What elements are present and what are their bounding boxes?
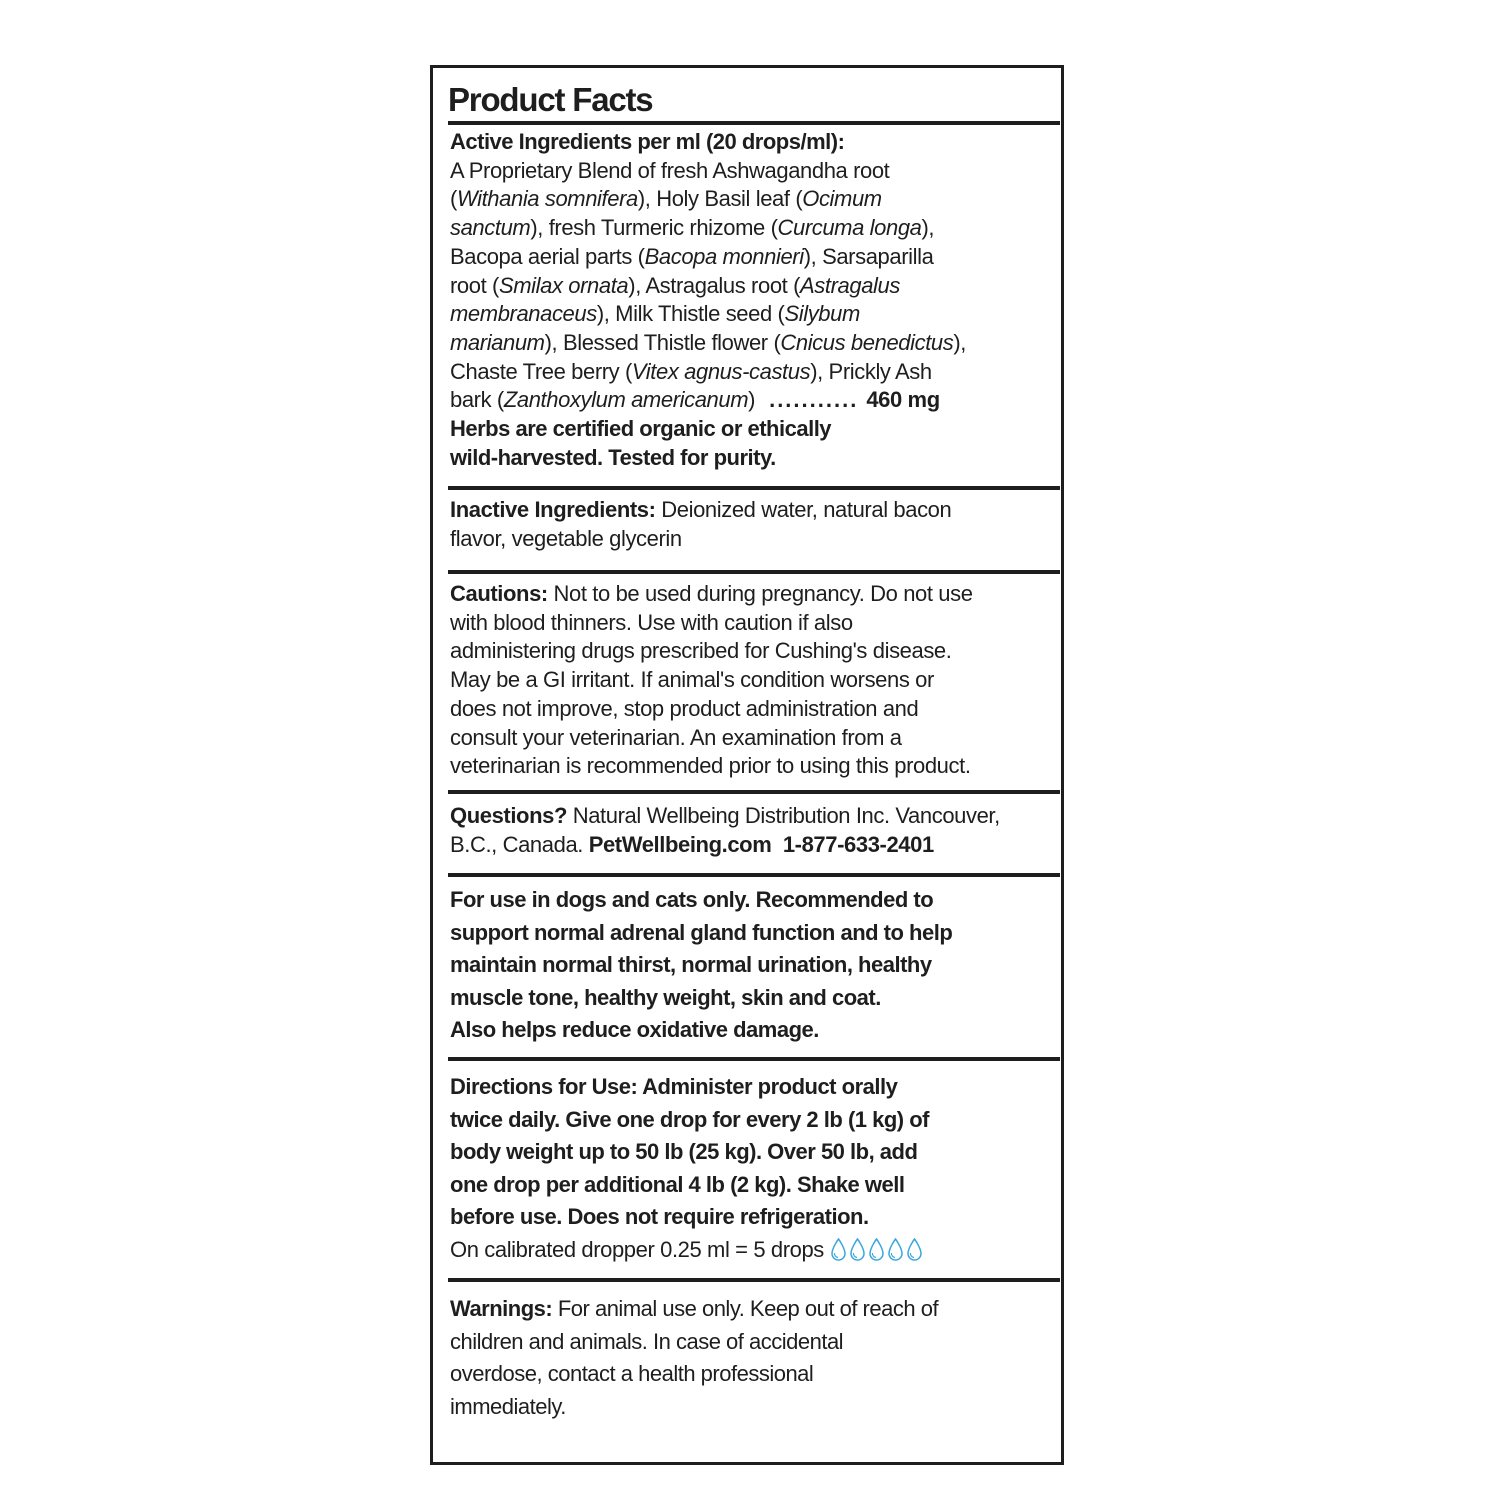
section-rule [448, 1278, 1060, 1282]
latin-name: marianum [450, 329, 545, 355]
directions-line: one drop per additional 4 lb (2 kg). Shake well [450, 1171, 905, 1197]
cautions-heading: Cautions: [450, 581, 548, 606]
latin-name: Silybum [784, 301, 860, 327]
water-drop-icon [887, 1238, 904, 1262]
cautions-line: does not improve, stop product administration and [450, 695, 919, 721]
section-rule [448, 570, 1060, 574]
ingredient-text: root ( [450, 272, 499, 298]
website-link[interactable]: PetWellbeing.com [588, 831, 772, 857]
herbs-note-line-2: wild-harvested. Tested for purity. [450, 444, 776, 470]
section-rule [448, 790, 1060, 794]
active-ingredients-list [450, 157, 1056, 387]
latin-name: sanctum [450, 215, 531, 241]
ingredient-line [450, 214, 1056, 243]
ingredient-text: ), Astragalus root ( [628, 272, 801, 298]
section-rule [448, 1057, 1060, 1061]
latin-name: Curcuma longa [777, 215, 922, 241]
warnings-line: immediately. [450, 1393, 566, 1419]
cautions-line: administering drugs prescribed for Cushing's disease. [450, 638, 952, 664]
inactive-ingredients-heading: Inactive Ingredients: [450, 497, 656, 522]
ingredient-text: ), [921, 215, 935, 241]
cautions-line-1 [450, 580, 1056, 609]
usage-section [450, 884, 1056, 1047]
water-drop-icon [868, 1238, 885, 1262]
latin-name: membranaceus [450, 301, 597, 327]
dropper-text: On calibrated dropper 0.25 ml = 5 drops [450, 1236, 824, 1262]
company-location: B.C., Canada. [450, 831, 589, 857]
warnings-line: children and animals. In case of accidental [450, 1328, 844, 1354]
warnings-heading: Warnings: [450, 1296, 553, 1321]
usage-line: support normal adrenal gland function and to help [450, 919, 953, 945]
water-drop-icon [906, 1238, 923, 1262]
latin-name: Astragalus [800, 272, 900, 298]
title-rule [448, 121, 1060, 125]
ingredient-line [450, 157, 1056, 186]
active-ingredients-total [450, 386, 1056, 415]
inactive-ingredients-line-2: flavor, vegetable glycerin [450, 525, 682, 551]
usage-line: Also helps reduce oxidative damage. [450, 1017, 819, 1042]
cautions-line: consult your veterinarian. An examination from a [450, 724, 902, 750]
inactive-ingredients-section [450, 496, 1056, 553]
latin-name: Vitex agnus-castus [631, 358, 811, 384]
drop-icons [830, 1238, 925, 1262]
ingredient-text: Chaste Tree berry ( [450, 358, 632, 384]
phone-number[interactable]: 1-877-633-2401 [782, 831, 934, 857]
warnings-section [450, 1293, 1056, 1423]
usage-line: muscle tone, healthy weight, skin and coat. [450, 984, 881, 1010]
cautions-line: with blood thinners. Use with caution if also [450, 609, 853, 635]
directions-line: twice daily. Give one drop for every 2 lb (1 kg) of [450, 1106, 929, 1132]
usage-line: maintain normal thirst, normal urination, healthy [450, 952, 932, 977]
inactive-ingredients-text: Deionized water, natural bacon [655, 497, 952, 522]
ingredient-line [450, 300, 1056, 329]
ingredient-line [450, 243, 1056, 272]
latin-name: Zanthoxylum americanum [503, 387, 749, 413]
directions-line: before use. Does not require refrigeration. [450, 1204, 869, 1229]
ingredient-text: ), Blessed Thistle flower ( [544, 329, 781, 355]
latin-name: Cnicus benedictus [780, 329, 954, 355]
active-ingredients-last-line [450, 386, 755, 415]
directions-line: Directions for Use: Administer product orally [450, 1074, 898, 1099]
ingredient-text: ), Milk Thistle seed ( [596, 301, 785, 327]
questions-line-1 [450, 802, 1056, 831]
leader-dots: ........... [769, 387, 859, 413]
ingredient-text: ), Sarsaparilla [803, 243, 934, 269]
questions-line-2 [450, 831, 1056, 860]
latin-name: Bacopa monnieri [644, 243, 804, 269]
latin-name: Ocimum [802, 186, 882, 212]
blend-amount: 460 mg [866, 387, 940, 413]
usage-line: For use in dogs and cats only. Recommended to [450, 887, 934, 912]
water-drop-icon [849, 1238, 866, 1262]
ingredient-line [450, 185, 1056, 214]
inactive-ingredients-line-1 [450, 496, 1056, 525]
cautions-line: veterinarian is recommended prior to using this product. [450, 753, 971, 779]
cautions-line: May be a GI irritant. If animal's condition worsens or [450, 667, 934, 693]
warnings-text: For animal use only. Keep out of reach of [552, 1296, 939, 1321]
herbs-note-line-1: Herbs are certified organic or ethically [450, 416, 832, 442]
warnings-line-1 [450, 1293, 1056, 1326]
active-ingredients-heading: Active Ingredients per ml (20 drops/ml): [450, 129, 845, 154]
dropper-line [450, 1234, 1056, 1267]
questions-section [450, 802, 1056, 859]
active-ingredients-section [450, 128, 1056, 472]
label-title: Product Facts [448, 81, 653, 118]
ingredient-text: A Proprietary Blend of fresh Ashwagandha root [450, 157, 890, 183]
ingredient-text: ( [450, 186, 457, 212]
ingredient-text: ) [748, 387, 756, 413]
ingredient-text: ), [953, 329, 966, 355]
ingredient-line [450, 358, 1056, 387]
ingredient-line [450, 329, 1056, 358]
ingredient-text: bark ( [450, 387, 504, 413]
product-facts-label [430, 65, 1064, 1465]
warnings-line: overdose, contact a health professional [450, 1361, 814, 1386]
cautions-text: Not to be used during pregnancy. Do not use [547, 581, 973, 606]
ingredient-text: Bacopa aerial parts ( [450, 243, 645, 269]
questions-text: Natural Wellbeing Distribution Inc. Vancouver, [567, 803, 1000, 828]
ingredient-text: ), Prickly Ash [810, 358, 932, 384]
section-rule [448, 873, 1060, 877]
latin-name: Withania somnifera [456, 186, 638, 212]
cautions-section [450, 580, 1056, 781]
water-drop-icon [830, 1238, 847, 1262]
directions-line: body weight up to 50 lb (25 kg). Over 50 lb, add [450, 1139, 918, 1164]
directions-section [450, 1071, 1056, 1266]
ingredient-text: ), Holy Basil leaf ( [637, 186, 803, 212]
section-rule [448, 486, 1060, 490]
latin-name: Smilax ornata [498, 272, 629, 298]
ingredient-text: ), fresh Turmeric rhizome ( [530, 215, 778, 241]
questions-heading: Questions? [450, 803, 568, 828]
ingredient-line [450, 272, 1056, 301]
